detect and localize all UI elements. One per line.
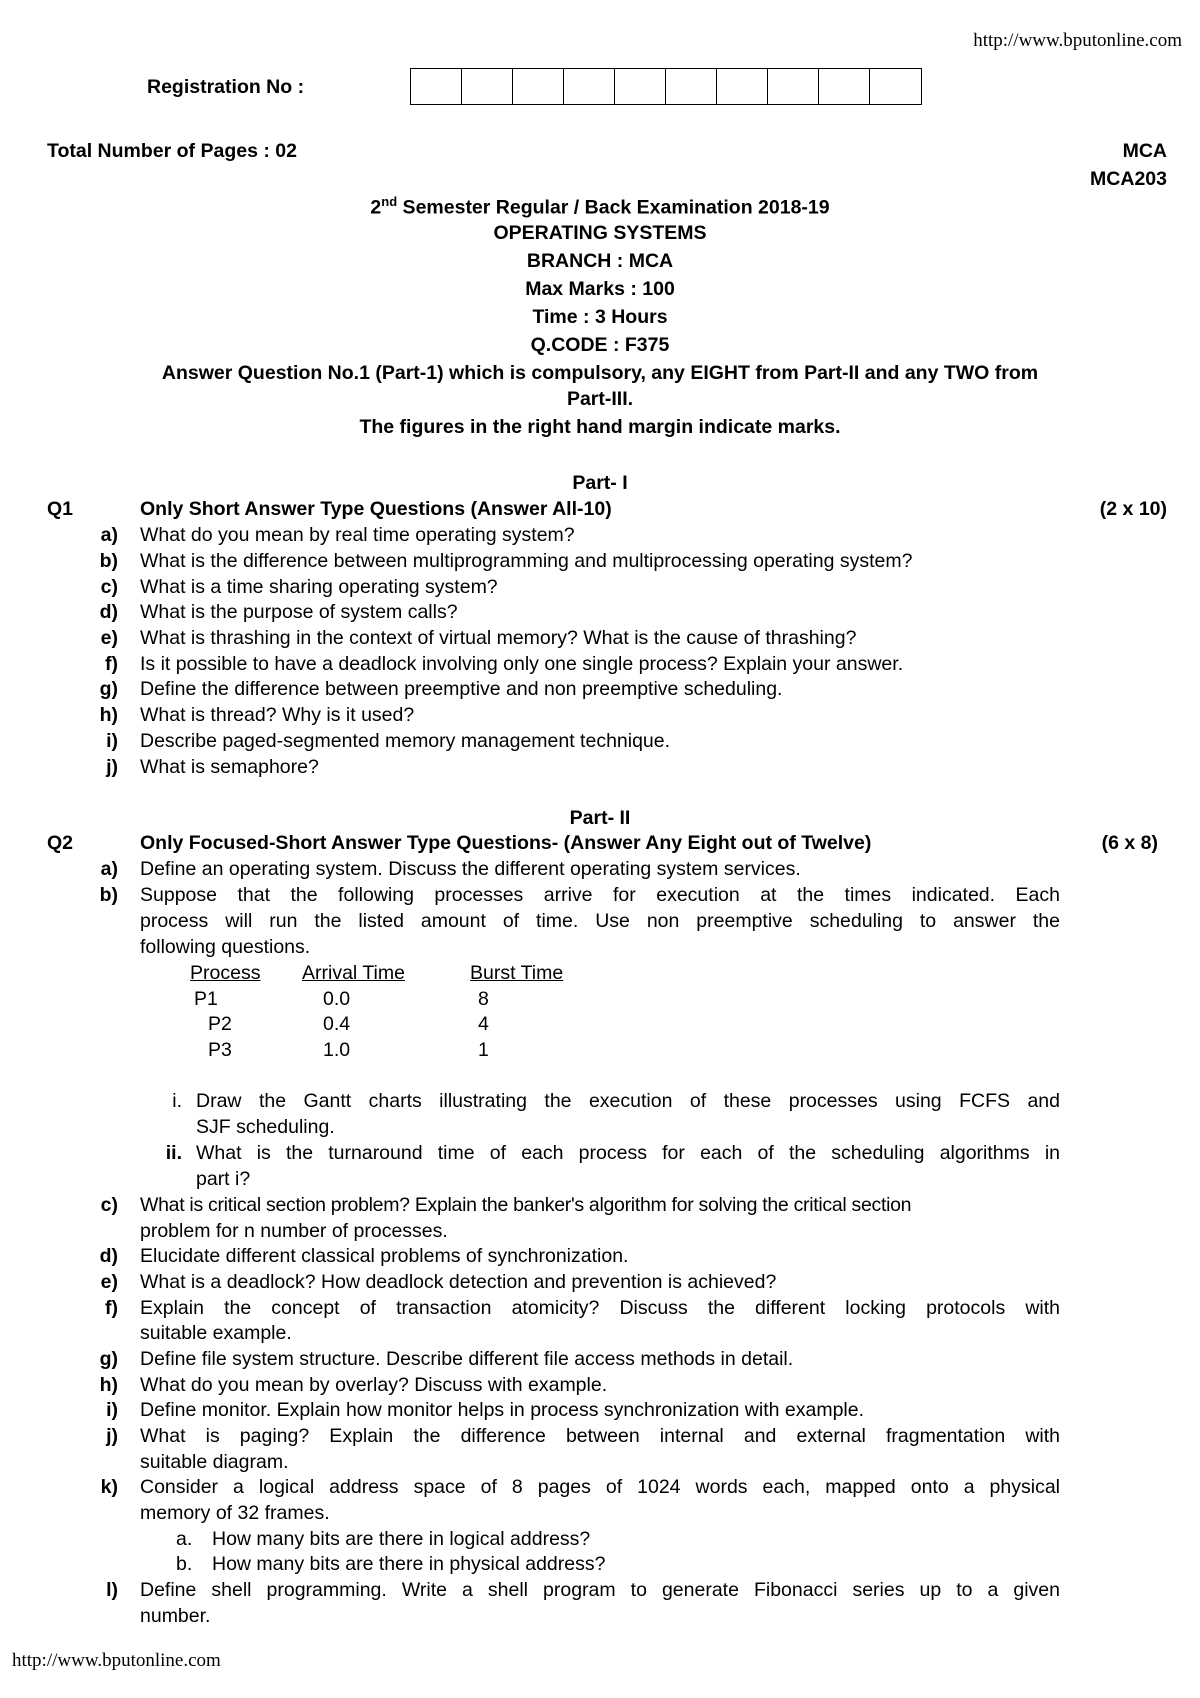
part-1-title: Part- I [572,472,628,494]
q1-item-text: Is it possible to have a deadlock involving only one single process? Explain your answer. [140,653,904,675]
q2-item-text: suitable diagram. [140,1451,289,1473]
q2-item-text: Define an operating system. Discuss the different operating system services. [140,858,801,880]
instruction-line-1: Answer Question No.1 (Part-1) which is compulsory, any EIGHT from Part-II and any TWO from [161,362,1039,384]
q2-item-text: suitable example. [140,1322,292,1344]
q2-item-label: f) [105,1297,118,1319]
q1-item-label: c) [100,576,118,598]
registration-digit-box [513,69,564,104]
max-marks: Max Marks : 100 [525,278,675,300]
source-url-top[interactable]: http://www.bputonline.com [973,30,1182,51]
q2-item-label: a) [100,858,118,880]
registration-number-boxes [410,68,922,105]
semester-title [0,194,1200,220]
registration-digit-box [564,69,615,104]
q1-item-label: i) [106,730,118,752]
q2-subitem-label: i. [172,1090,182,1112]
table-cell: 8 [478,988,489,1010]
q2-item-text: Suppose that the following processes arrive for execution at the times indicated. Each [140,884,1060,906]
q2-item-label: d) [99,1245,118,1267]
q1-item-text: What is thrashing in the context of virtual memory? What is the cause of thrashing? [140,627,857,649]
q2-item-label: i) [106,1399,118,1421]
registration-digit-box [870,69,921,104]
table-header: Process [190,962,261,984]
q2-item-text: Consider a logical address space of 8 pages of 1024 words each, mapped onto a physical [140,1476,1060,1498]
q2-item-label: k) [100,1476,118,1498]
q1-item-text: Define the difference between preemptive and non preemptive scheduling. [140,678,783,700]
q1-item-label: h) [99,704,118,726]
q2-marks: (6 x 8) [1101,832,1158,854]
table-cell: 1.0 [323,1039,351,1061]
q1-item-label: e) [100,627,118,649]
q2-item-text: number. [140,1605,211,1627]
q2-item-text: What do you mean by overlay? Discuss with example. [140,1374,608,1396]
q2-subitem-label: ii. [165,1142,182,1164]
q1-marks: (2 x 10) [1099,498,1167,520]
q1-item-label: f) [105,653,118,675]
q1-item-text: What is thread? Why is it used? [140,704,415,726]
q2-item-text: Define file system structure. Describe different file access methods in detail. [140,1348,794,1370]
registration-digit-box [717,69,768,104]
q2-item-text: problem for n number of processes. [140,1220,448,1242]
semester-superscript: nd [381,194,398,209]
q1-item-label: d) [99,601,118,623]
q1-item-text: What is semaphore? [140,756,319,778]
q2-item-text: following questions. [140,936,311,958]
course-code: MCA203 [1090,168,1167,190]
exam-time: Time : 3 Hours [532,306,668,328]
table-cell: 0.4 [323,1013,351,1035]
program-name: MCA [1122,140,1167,162]
q2-item-text: Explain the concept of transaction atomicity? Discuss the different locking protocols with [140,1297,1060,1319]
q1-item-text: What is a time sharing operating system? [140,576,498,598]
q2-item-text: Define monitor. Explain how monitor helps in process synchronization with example. [140,1399,865,1421]
q2-item-text: process will run the listed amount of time. Use non preemptive scheduling to answer the [140,910,1060,932]
q1-heading: Only Short Answer Type Questions (Answer All-10) [140,498,612,520]
question-code: Q.CODE : F375 [530,334,670,356]
q2-item-label: h) [99,1374,118,1396]
table-cell: 4 [478,1013,489,1035]
q2-item-label: b) [99,884,118,906]
subject-title: OPERATING SYSTEMS [493,222,707,244]
q2-item-label: l) [106,1579,118,1601]
branch: BRANCH : MCA [526,250,674,272]
instruction-line-2: Part-III. [566,388,634,410]
registration-digit-box [666,69,717,104]
q1-item-label: g) [99,678,118,700]
q2-item-label: e) [100,1271,118,1293]
table-cell: 1 [478,1039,489,1061]
registration-label: Registration No : [147,76,305,98]
q1-item-label: b) [99,550,118,572]
q1-item-text: Describe paged-segmented memory management technique. [140,730,671,752]
registration-digit-box [615,69,666,104]
q1-item-label: j) [106,756,118,778]
q2-heading: Only Focused-Short Answer Type Questions- (Answer Any Eight out of Twelve) [140,832,872,854]
q2-subitem-label: b. [176,1553,193,1575]
registration-digit-box [411,69,462,104]
semester-number: 2 [370,196,382,219]
q2-item-text: What is a deadlock? How deadlock detection and prevention is achieved? [140,1271,777,1293]
total-pages: Total Number of Pages : 02 [47,140,297,162]
q2-subitem-text: What is the turnaround time of each process for each of the scheduling algorithms in [196,1142,1060,1164]
q1-item-text: What is the purpose of system calls? [140,601,458,623]
marks-note: The figures in the right hand margin indicate marks. [359,416,841,438]
q2-subitem-label: a. [176,1528,193,1550]
semester-text: Semester Regular / Back Examination 2018-19 [397,196,830,219]
q2-subitem-text: part i? [196,1168,251,1190]
q2-item-label: j) [106,1425,118,1447]
q2-item-text: What is critical section problem? Explain the banker's algorithm for solving the critical section [140,1194,912,1216]
registration-digit-box [819,69,870,104]
q2-subitem-text: Draw the Gantt charts illustrating the execution of these processes using FCFS and [196,1090,1060,1112]
q1-label: Q1 [47,498,74,520]
table-cell: P2 [208,1013,232,1035]
table-cell: P3 [208,1039,232,1061]
q2-item-label: g) [99,1348,118,1370]
table-cell: P1 [194,988,218,1010]
table-header: Burst Time [470,962,564,984]
q2-subitem-text: How many bits are there in physical address? [212,1553,606,1575]
q2-label: Q2 [47,832,74,854]
q2-item-label: c) [100,1194,118,1216]
table-cell: 0.0 [323,988,351,1010]
q2-item-text: Elucidate different classical problems of synchronization. [140,1245,629,1267]
q1-item-text: What do you mean by real time operating system? [140,524,575,546]
q1-item-label: a) [100,524,118,546]
part-2-title: Part- II [569,807,631,829]
source-url-bottom[interactable]: http://www.bputonline.com [12,1650,221,1671]
q2-subitem-text: SJF scheduling. [196,1116,335,1138]
table-header: Arrival Time [302,962,405,984]
registration-digit-box [768,69,819,104]
q2-item-text: Define shell programming. Write a shell program to generate Fibonacci series up to a given [140,1579,1060,1601]
q1-item-text: What is the difference between multiprogramming and multiprocessing operating system? [140,550,913,572]
q2-item-text: What is paging? Explain the difference between internal and external fragmentation with [140,1425,1060,1447]
registration-digit-box [462,69,513,104]
q2-item-text: memory of 32 frames. [140,1502,330,1524]
q2-subitem-text: How many bits are there in logical address? [212,1528,591,1550]
